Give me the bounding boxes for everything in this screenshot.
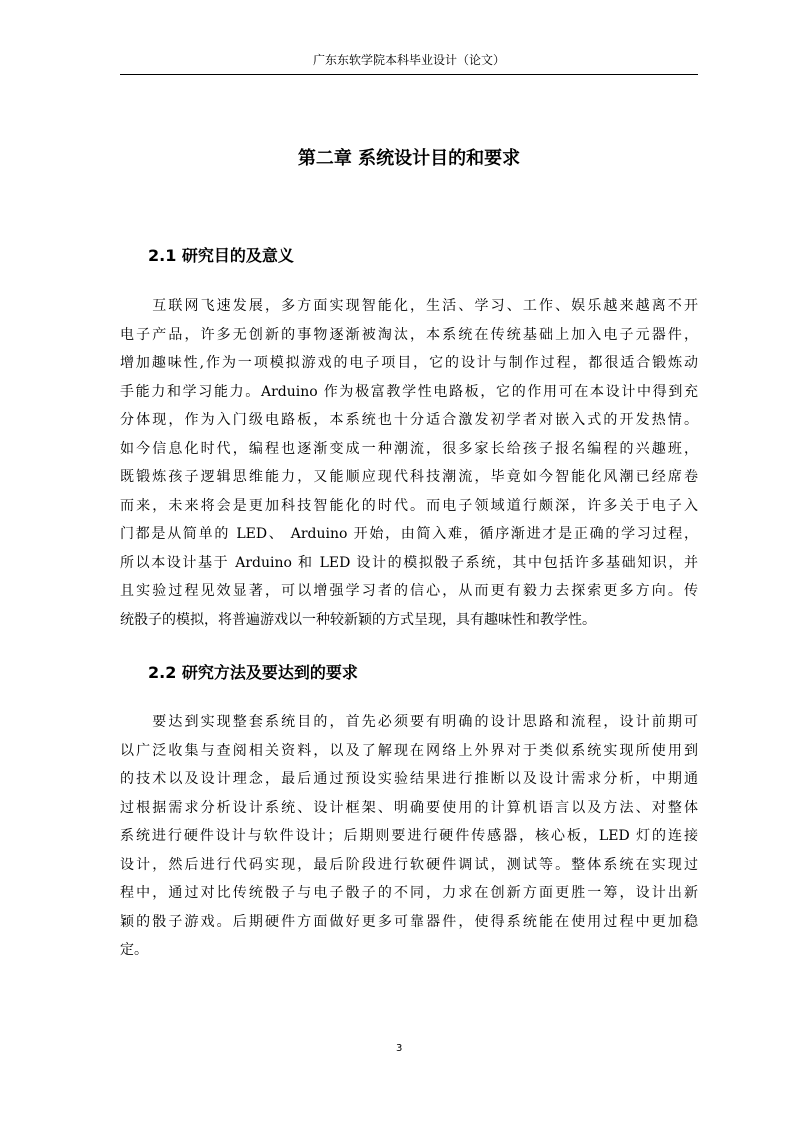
paragraph-line: 电子产品，许多无创新的事物逐渐被淘汰，本系统在传统基础上加入电子元器件，	[120, 326, 698, 343]
paragraph-line: 门都是从简单的 LED、 Arduino 开始，由简入难，循序渐进才是正确的学习过程，	[120, 526, 698, 542]
paragraph-line: 系统进行硬件设计与软件设计；后期则要进行硬件传感器，核心板，LED 灯的连接	[120, 828, 698, 844]
paragraph-line: 增加趣味性,作为一项模拟游戏的电子项目，它的设计与制作过程，都很适合锻炼动	[120, 355, 698, 371]
paragraph-line: 的技术以及设计理念，最后通过预设实验结果进行推断以及设计需求分析，中期通	[120, 771, 698, 787]
paragraph-line: 如今信息化时代，编程也逐渐变成一种潮流，很多家长给孩子报名编程的兴趣班，	[120, 440, 698, 457]
paragraph-line: 以广泛收集与查阅相关资料，以及了解现在网络上外界对于类似系统实现所使用到	[120, 742, 698, 759]
paragraph-line: 且实验过程见效显著，可以增强学习者的信心，从而更有毅力去探索更多方向。传	[120, 583, 698, 599]
paragraph-line: 所以本设计基于 Arduino 和 LED 设计的模拟骰子系统，其中包括许多基础知识，并	[120, 554, 698, 571]
page-number: 3	[396, 1043, 403, 1054]
header-rule	[120, 74, 698, 75]
paragraph-line: 分体现，作为入门级电路板，本系统也十分适合激发初学者对嵌入式的开发热情。	[120, 412, 698, 428]
paragraph-line: 颖的骰子游戏。后期硬件方面做好更多可靠器件，使得系统能在使用过程中更加稳	[120, 913, 698, 930]
paragraph-line: 过根据需求分析设计系统、设计框架、明确要使用的计算机语言以及方法、对整体	[120, 799, 698, 816]
paragraph-line: 互联网飞速发展，多方面实现智能化，生活、学习、工作、娱乐越来越离不开	[120, 298, 698, 314]
page-header: 广东东软学院本科毕业设计（论文）	[312, 53, 505, 67]
section-paragraph	[120, 708, 698, 965]
paragraph-line: 程中，通过对比传统骰子与电子骰子的不同，力求在创新方面更胜一筹，设计出新	[120, 885, 698, 901]
paragraph-line: 定。	[120, 942, 148, 958]
paragraph-line: 要达到实现整套系统目的，首先必须要有明确的设计思路和流程，设计前期可	[120, 714, 698, 730]
paragraph-line: 统骰子的模拟，将普遍游戏以一种较新颖的方式呈现，具有趣味性和教学性。	[120, 611, 596, 628]
section-paragraph	[120, 292, 698, 634]
paragraph-line: 手能力和学习能力。Arduino 作为极富教学性电路板，它的作用可在本设计中得到充	[120, 383, 698, 400]
section-title: 2.2 研究方法及要达到的要求	[148, 663, 358, 682]
paragraph-line: 既锻炼孩子逻辑思维能力，又能顺应现代科技潮流，毕竟如今智能化风潮已经席卷	[120, 469, 698, 485]
section-title: 2.1 研究目的及意义	[148, 246, 294, 265]
chapter-title: 第二章 系统设计目的和要求	[297, 148, 521, 169]
paragraph-line: 而来，未来将会是更加科技智能化的时代。而电子领域道行颇深，许多关于电子入	[120, 497, 698, 514]
paragraph-line: 设计，然后进行代码实现，最后阶段进行软硬件调试，测试等。整体系统在实现过	[120, 856, 698, 873]
